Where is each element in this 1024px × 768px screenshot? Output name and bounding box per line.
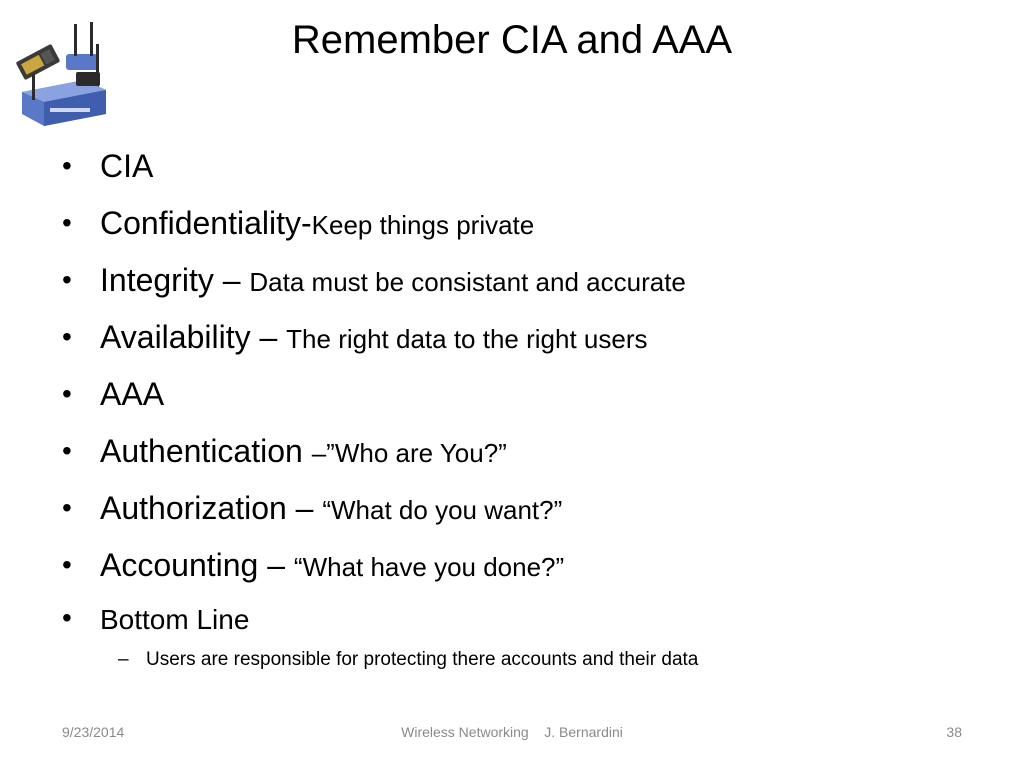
bullet-detail: –”Who are You?”: [311, 438, 507, 468]
bullet-glyph: •: [62, 492, 72, 523]
bullet-text: [100, 490, 562, 527]
bullet-main: AAA: [100, 376, 165, 412]
bullet-main: Availability –: [100, 319, 287, 355]
bullet-main: CIA: [100, 148, 154, 184]
bullet-detail: Data must be consistant and accurate: [249, 267, 686, 297]
bullet-text: [100, 547, 564, 584]
bullet-glyph: •: [62, 264, 72, 295]
bullet-main: Authentication: [100, 433, 312, 469]
sub-bullet-text: Users are responsible for protecting there accounts and their data: [146, 649, 699, 670]
slide-title: Remember CIA and AAA: [291, 18, 733, 62]
bullet-text: [100, 205, 534, 242]
bullet-glyph: •: [62, 207, 72, 238]
bullet-detail: “What do you want?”: [322, 495, 563, 525]
bullet-main: Authorization –: [100, 490, 323, 526]
bullet-detail: Keep things private: [311, 210, 535, 240]
footer-center: Wireless Networking J. Bernardini: [401, 724, 623, 740]
bullet-main: Confidentiality-: [100, 205, 312, 241]
bullet-main: Bottom Line: [100, 604, 250, 635]
bullet-glyph: •: [62, 321, 72, 352]
bullet-glyph: •: [62, 435, 72, 466]
bullet-glyph: •: [62, 378, 72, 409]
bullet-text: [100, 262, 686, 299]
bullet-text: [100, 319, 647, 356]
bullet-detail: The right data to the right users: [286, 324, 648, 354]
sub-bullet-glyph: –: [118, 649, 129, 670]
bullet-glyph: •: [62, 150, 72, 181]
footer-date: 9/23/2014: [62, 724, 125, 740]
bullet-glyph: •: [62, 549, 72, 580]
bullet-text: [100, 433, 507, 470]
bullet-glyph: •: [62, 602, 72, 633]
footer-page-number: 38: [946, 724, 962, 740]
bullet-main: Integrity –: [100, 262, 250, 298]
bullet-main: Accounting –: [100, 547, 294, 583]
bullet-detail: “What have you done?”: [293, 552, 565, 582]
